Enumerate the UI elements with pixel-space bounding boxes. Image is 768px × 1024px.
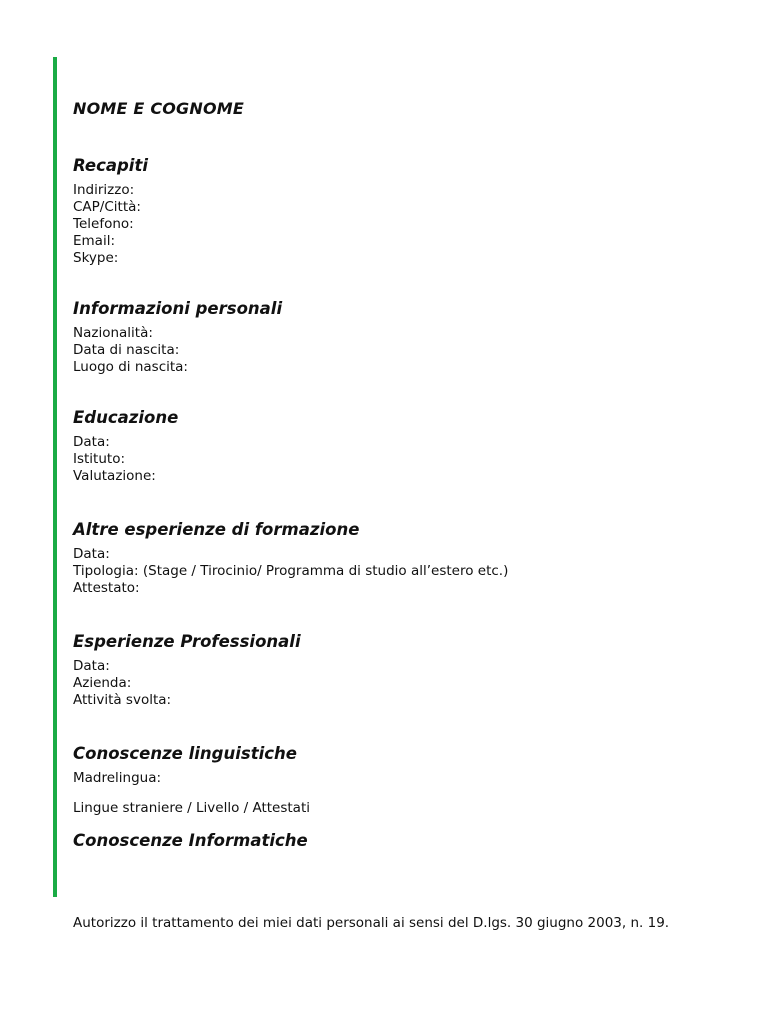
section-title-altre-esperienze: Altre esperienze di formazione [73,520,360,539]
field-valutazione: Valutazione: [73,468,156,484]
field-luogo-di-nascita: Luogo di nascita: [73,359,188,375]
field-skype: Skype: [73,250,119,266]
field-email: Email: [73,233,116,249]
field-indirizzo: Indirizzo: [73,182,135,198]
section-conoscenze-linguistiche [73,743,713,817]
field-istituto: Istituto: [73,451,126,467]
field-attivita-svolta: Attività svolta: [73,692,172,708]
field-telefono: Telefono: [73,216,134,232]
field-azienda: Azienda: [73,675,132,691]
section-title-conoscenze-linguistiche: Conoscenze linguistiche [73,744,297,763]
field-madrelingua: Madrelingua: [73,770,162,786]
field-lingue-straniere: Lingue straniere / Livello / Attestati [73,800,310,816]
accent-bar [53,57,57,897]
section-altre-esperienze [73,519,713,597]
section-lines-informazioni-personali [73,325,713,376]
field-nazionalita: Nazionalità: [73,325,153,341]
section-lines-recapiti [73,182,713,267]
section-lines-altre-esperienze [73,546,713,597]
consent-note: Autorizzo il trattamento dei miei dati personali ai sensi del D.lgs. 30 giugno 2003, n. 19. [73,915,670,931]
section-title-esperienze-professionali: Esperienze Professionali [73,632,301,651]
field-cap-citta: CAP/Città: [73,199,141,215]
name-heading: NOME E COGNOME [73,99,245,118]
section-informazioni-personali [73,298,713,376]
section-lines-conoscenze-linguistiche [73,770,713,817]
field-data: Data: [73,546,110,562]
section-title-educazione: Educazione [73,408,179,427]
section-title-informazioni-personali: Informazioni personali [73,299,283,318]
section-title-conoscenze-informatiche: Conoscenze Informatiche [73,831,308,850]
section-recapiti [73,155,713,267]
section-conoscenze-informatiche [73,830,713,852]
section-esperienze-professionali [73,631,713,709]
field-tipologia: Tipologia: (Stage / Tirocinio/ Programma di studio all’estero etc.) [73,563,509,579]
field-data: Data: [73,658,110,674]
section-lines-educazione [73,434,713,485]
field-data: Data: [73,434,110,450]
field-data-di-nascita: Data di nascita: [73,342,180,358]
section-educazione [73,407,713,485]
section-title-recapiti: Recapiti [73,156,148,175]
section-lines-esperienze-professionali [73,658,713,709]
field-attestato: Attestato: [73,580,140,596]
